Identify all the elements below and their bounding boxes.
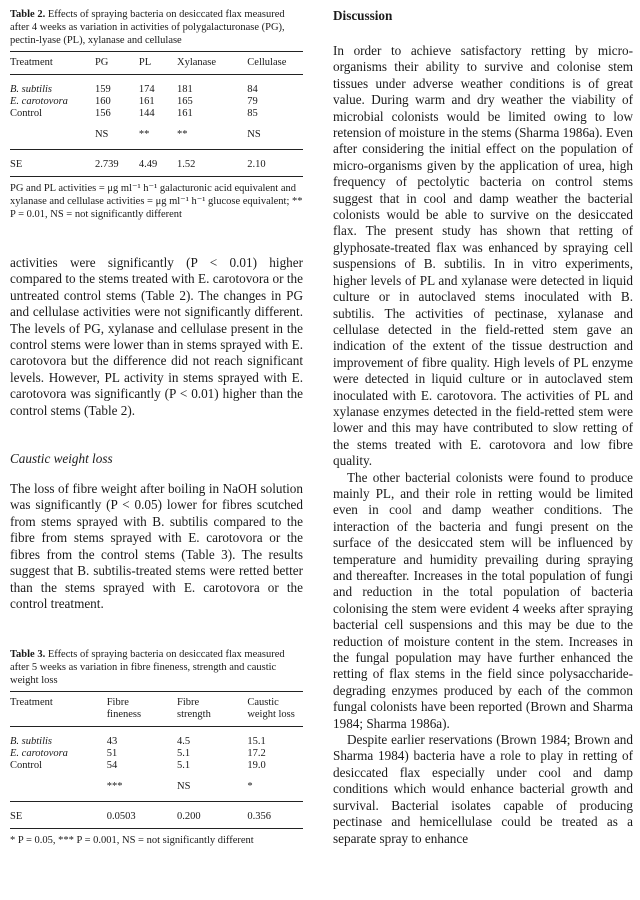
table3	[10, 648, 303, 847]
table-cell	[10, 772, 107, 793]
table2-header-row	[10, 52, 303, 75]
table-cell	[10, 120, 95, 141]
discussion-paragraph: The other bacterial colonists were found to produce mainly PL, and their role in retting would be limited even in cool and damp weather conditions. The interaction of the bacteria and fungi present on the surface of the desiccated stem will be influenced by temperature and humidity prevailing during spraying and thereafter. Increases in the total population of fungi and reduction in the total population of bacteria colonising the stem were evident 4 weeks after spraying bacterial cell suspensions and this may be due to the reduction of moisture content in the stem. Increases in the fungal population may have further enhanced the retting of flax stems in the field since polysaccharide-degrading enzymes produced by each of the common fungal colonists have been reported (Brown and Sharma 1984; Sharma 1986a).	[333, 469, 633, 731]
caustic-heading: Caustic weight loss	[10, 451, 113, 467]
table-cell: 144	[138, 108, 155, 119]
table-cell: B. subtilis	[10, 84, 53, 95]
table3-header: Treatment	[10, 697, 53, 709]
table2-header: Xylanase	[176, 57, 217, 68]
table-cell: 2.10	[247, 159, 266, 170]
table-cell: 159	[94, 84, 111, 95]
table-cell: 4.49	[138, 159, 158, 170]
table-cell: 43	[106, 736, 118, 748]
table-cell: *	[247, 781, 253, 793]
table2-header: PL	[138, 57, 152, 68]
table-cell: 84	[247, 84, 258, 95]
table-divider-row	[10, 141, 303, 150]
table2-se-row	[10, 150, 303, 177]
table-cell: ***	[106, 781, 123, 793]
table-cell: 174	[138, 84, 155, 95]
table3-significance-row	[10, 772, 303, 793]
table2-header: Cellulase	[247, 57, 287, 68]
table2-significance-row	[10, 120, 303, 141]
table-cell: 79	[247, 96, 258, 107]
table3-header-row	[10, 692, 303, 727]
table-cell: 1.52	[176, 159, 196, 170]
table3-caption-text: Effects of spraying bacteria on desiccated flax measured after 5 weeks as variation in fibre fineness, strength and caustic weight loss	[10, 649, 285, 687]
table-cell: 15.1	[247, 736, 266, 748]
table-cell: B. subtilis	[10, 736, 53, 748]
left-column	[10, 8, 303, 858]
table-cell: E. carotovora	[10, 748, 68, 760]
table2-grid	[10, 51, 303, 177]
right-column	[333, 8, 633, 847]
table-cell: 0.0503	[106, 811, 136, 823]
discussion-heading: Discussion	[333, 8, 393, 23]
table-row	[10, 96, 303, 108]
table2-footnote: PG and PL activities = μg ml⁻¹ h⁻¹ galacturonic acid equivalent and xylanase and cellulase activities = μg ml⁻¹ h⁻¹ glucose equivalent; ** P = 0.01, NS = not significantly different	[10, 183, 303, 220]
table-row	[10, 760, 303, 772]
table-cell: 0.200	[177, 811, 201, 823]
table3-label: Table 3.	[10, 649, 46, 661]
table-cell: SE	[10, 159, 23, 170]
table-cell: 17.2	[247, 748, 266, 760]
table-cell: 161	[138, 96, 155, 107]
table-cell: 19.0	[247, 760, 266, 772]
table-cell: 160	[94, 96, 111, 107]
table-cell: 51	[106, 748, 118, 760]
table-cell: Control	[10, 108, 43, 119]
table-row	[10, 727, 303, 749]
table-cell: 165	[176, 96, 193, 107]
results-paragraph: activities were significantly (P < 0.01) higher compared to the stems treated with E. carotovora or the untreated control stems (Table 2). The changes in PG and cellulase activities were not significantly different. The levels of PG, xylanase and cellulase present in the control stems were lower than in stems sprayed with E. carotovora but the difference did not reach significant levels. However, PL activity in stems sprayed with E. carotovora was significantly (P < 0.01) higher than the control stems (Table 2).	[10, 255, 303, 418]
table3-se-row	[10, 802, 303, 829]
discussion-paragraph: In order to achieve satisfactory retting by micro-organisms their ability to survive and colonise stem tissues under adverse weather conditions is of great value. During warm and dry weather the viability of microbial colonists would be limited owing to low retension of moisture in the stems (Sharma 1986a). Even after considering the initial effect on the population of micro-organisms given by the application of urea, high frequency of pectolytic bacteria on control stems suggest that in cool and damp weather the bacterial colonists would be able to survive on the desiccated flax. The present study has shown that retting of glyphosate-treated flax was enhanced by spraying cell suspensions of B. subtilis. In in vitro experiments, higher levels of PL and xylanase were detected in liquid culture or in autoclaved stems inoculated with B. subtilis. The activities of pectinase, xylanase and cellulase detected in the field-retted stem gave an indication of the extent of the tissue destruction and improvement of fibre quality. High levels of PL enzyme were detected in liquid culture or in autoclaved stem inoculated with E. carotovora. The activities of PL and xylanase enzymes detected in the field-retted stem were lower and this may have contributed to slow retting of the stems treated with E. carotovora and low fibre quality.	[333, 43, 633, 469]
table-cell: 156	[94, 108, 111, 119]
table3-caption	[10, 648, 303, 687]
table-cell: **	[176, 129, 188, 140]
table2-caption-text: Effects of spraying bacteria on desiccated flax measured after 4 weeks as variation in activities of polygalacturonase (PG), pectin-lyase (PL), xylanase and cellulase	[10, 9, 285, 46]
table3-header: Caustic weight loss	[247, 697, 295, 721]
table-row	[10, 75, 303, 97]
table-row	[10, 748, 303, 760]
table-cell: 2.739	[94, 159, 119, 170]
table-cell: 161	[176, 108, 193, 119]
table-divider-row	[10, 793, 303, 802]
table-cell: NS	[247, 129, 261, 140]
table-cell: **	[138, 129, 150, 140]
table-cell: NS	[94, 129, 109, 140]
table-cell: 0.356	[247, 811, 271, 823]
table-cell: 85	[247, 108, 258, 119]
table-cell: 5.1	[177, 748, 191, 760]
caustic-paragraph: The loss of fibre weight after boiling in NaOH solution was significantly (P < 0.05) lower for fibres scutched from stems sprayed with B. subtilis compared to the fibre from stems sprayed with E. carotovora or the fibres from the control stems (Table 3). The results suggest that B. subtilis-treated stems were retted better than the stems sprayed with E. carotovora or the control treatment.	[10, 481, 303, 611]
table3-footnote: * P = 0.05, *** P = 0.001, NS = not significantly different	[10, 835, 254, 847]
table2-label: Table 2.	[10, 9, 46, 20]
table2-header: PG	[94, 57, 109, 68]
table-cell: E. carotovora	[10, 96, 68, 107]
table-row	[10, 108, 303, 120]
table-cell: 54	[106, 760, 118, 772]
table-cell: 181	[176, 84, 193, 95]
table3-header: Fibre fineness	[106, 697, 142, 721]
table-cell: 5.1	[177, 760, 191, 772]
table-cell: Control	[10, 760, 43, 772]
table3-header: Fibre strength	[177, 697, 211, 721]
table3-grid	[10, 691, 303, 829]
table2-header: Treatment	[10, 57, 53, 68]
discussion-paragraph: Despite earlier reservations (Brown 1984; Brown and Sharma 1984) bacteria have a role to play in retting of desiccated flax especially under cool and damp conditions which would enhance bacterial growth and survival. Bacterial isolates capable of producing pectinase and hemicellulase could be treated as a separate spray to enhance	[333, 732, 633, 846]
table2	[10, 8, 303, 221]
table-cell: NS	[177, 781, 191, 793]
table2-caption	[10, 8, 303, 47]
table-cell: 4.5	[177, 736, 191, 748]
table-cell: SE	[10, 811, 23, 823]
